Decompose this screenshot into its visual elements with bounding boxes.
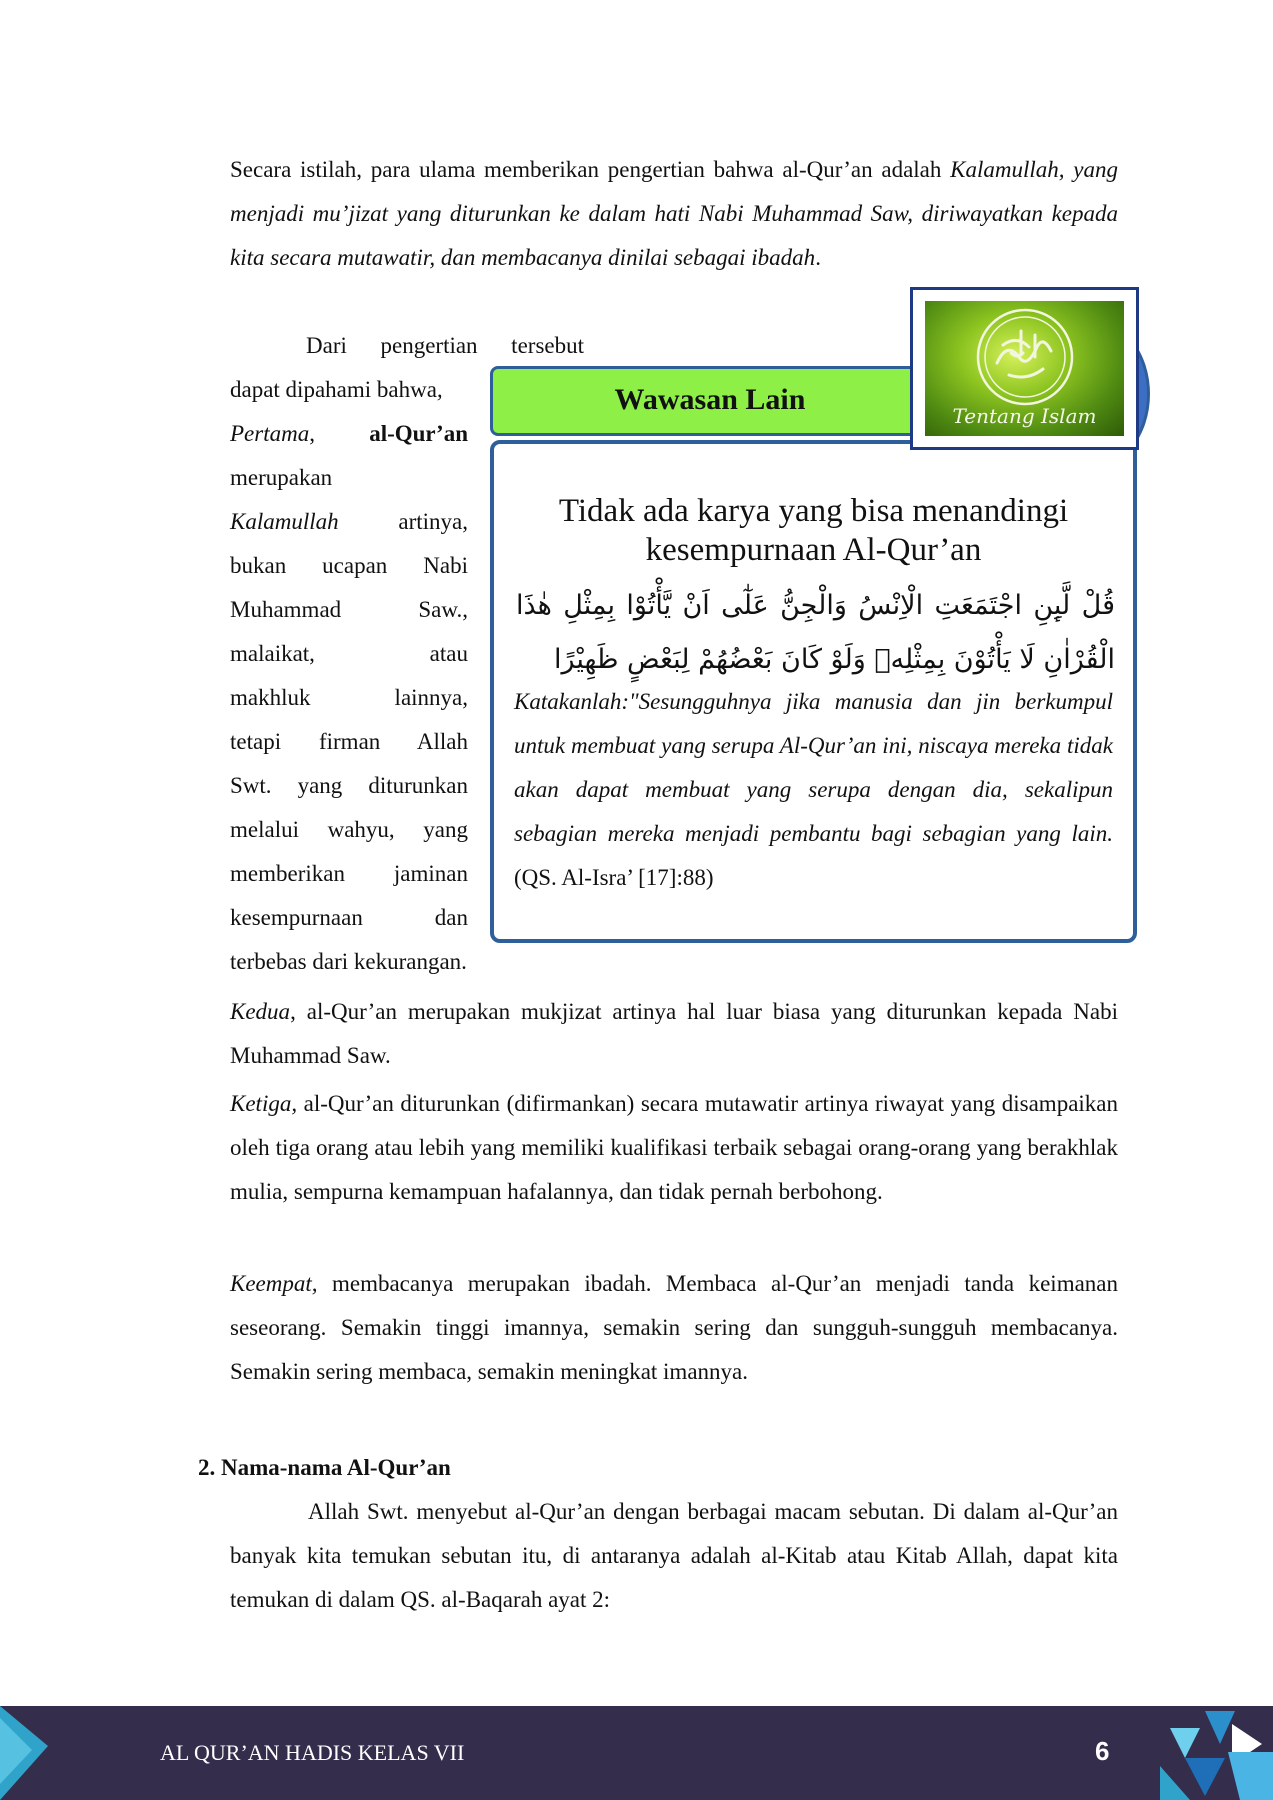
point-label: Kedua <box>230 999 291 1024</box>
narrow-line: bukan ucapan Nabi <box>230 553 468 578</box>
verse-reference: (QS. Al-Isra’ [17]:88) <box>514 865 714 890</box>
narrow-line: dapat dipahami bahwa, <box>230 377 443 402</box>
narrow-line: Dari pengertian tersebut <box>306 333 584 358</box>
quran-calligraphy-logo <box>925 301 1124 436</box>
callout-ribbon <box>490 366 930 436</box>
narrow-line: terbebas dari kekurangan. <box>230 949 467 974</box>
point-text: membacanya merupakan ibadah. Membaca al-Qur’an menjadi tanda keimanan seseorang. Semakin tinggi imannya, semakin sering dan sungguh-sungguh membacanya. Semakin sering membaca, semakin meningkat imannya. <box>230 1271 1118 1384</box>
intro-italic-text: Kalamullah, yang menjadi mu’jizat yang diturunkan ke dalam hati Nabi Muhammad Saw, diriwayatkan kepada kita secara mutawatir, dan membacanya dinilai sebagai ibadah <box>230 157 1118 270</box>
point-text: , al-Qur’an merupakan mukjizat artinya hal luar biasa yang diturunkan kepada Nabi Muhammad Saw. <box>230 999 1118 1068</box>
narrow-line: Swt. yang diturunkan <box>230 773 468 798</box>
intro-end: . <box>815 245 821 270</box>
callout-ribbon-title: Wawasan Lain <box>614 383 806 416</box>
narrow-line: makhluk lainnya, <box>230 685 468 710</box>
callout-box <box>490 440 1137 943</box>
translation-text: Katakanlah:"Sesungguhnya jika manusia dan jin berkumpul untuk membuat yang serupa Al-Qur’an ini, niscaya mereka tidak akan dapat membuat yang serupa dengan dia, sekalipun sebagian mereka menjadi pembantu bagi sebagian yang lain. <box>514 689 1113 846</box>
section-body-text: Allah Swt. menyebut al-Qur’an dengan berbagai macam sebutan. Di dalam al-Qur’an banyak kita temukan sebutan itu, di antaranya adalah al-Kitab atau Kitab Allah, dapat kita temukan di dalam QS. al-Baqarah ayat 2: <box>230 1499 1118 1612</box>
verse-translation <box>514 680 1113 900</box>
point-label: Ketiga, <box>230 1091 298 1116</box>
page-number: 6 <box>1095 1736 1110 1766</box>
narrow-line: memberikan jaminan <box>230 861 468 886</box>
logo-frame <box>910 287 1139 450</box>
narrow-line: tetapi firman Allah <box>230 729 468 754</box>
callout-title: Tidak ada karya yang bisa menandingi kesempurnaan Al-Qur’an <box>558 493 1069 568</box>
narrow-line: merupakan <box>230 465 333 490</box>
point-label: Keempat, <box>230 1271 318 1296</box>
point-text: al-Qur’an diturunkan (difirmankan) secara mutawatir artinya riwayat yang disampaikan oleh tiga orang atau lebih yang memiliki kualifikasi terbaik sebagai orang-orang yang berakhlak mulia, sempurna kemampuan hafalannya, dan tidak pernah berbohong. <box>230 1091 1118 1204</box>
narrow-line: melalui wahyu, yang <box>230 817 468 842</box>
point-keempat <box>230 1262 1118 1394</box>
point-kedua <box>230 990 1118 1078</box>
point-ketiga <box>230 1082 1118 1214</box>
logo-caption: Tentang Islam <box>952 404 1097 428</box>
narrow-line: kesempurnaan dan <box>230 905 468 930</box>
arabic-verse: قُلْ لَّىِٕنِ اجْتَمَعَتِ الْاِنْسُ وَالْجِنُّ عَلٰٓى اَنْ يَّأْتُوْا بِمِثْلِ هٰذَا الْقُرْاٰنِ لَا يَأْتُوْنَ بِمِثْلِهٖ وَلَوْ كَانَ بَعْضُهُمْ لِبَعْضٍ ظَهِيْرًا <box>516 590 1115 675</box>
intro-paragraph <box>230 148 1118 280</box>
narrow-line: Muhammad Saw., <box>230 597 468 622</box>
narrow-line: Kalamullah artinya, <box>230 509 468 534</box>
page-footer <box>0 1706 1273 1800</box>
section-body <box>230 1490 1118 1622</box>
section-heading: 2. Nama-nama Al-Qur’an <box>198 1455 451 1480</box>
intro-text: Secara istilah, para ulama memberikan pengertian bahwa al-Qur’an adalah <box>230 157 951 182</box>
footer-title: AL QUR’AN HADIS KELAS VII <box>160 1740 465 1765</box>
narrow-line: malaikat, atau <box>230 641 468 666</box>
narrow-line: Pertama, al-Qur’an <box>230 421 468 446</box>
